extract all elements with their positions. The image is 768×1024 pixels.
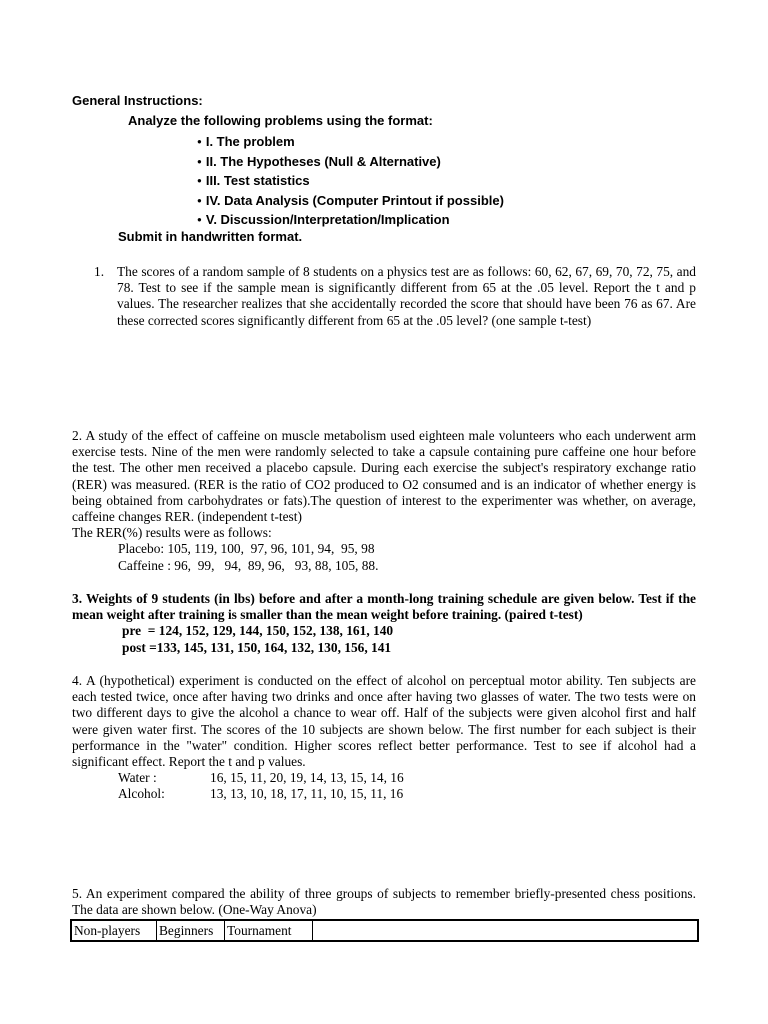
- alcohol-values: 13, 13, 10, 18, 17, 11, 10, 15, 11, 16: [210, 786, 404, 802]
- post-weights: post =133, 145, 131, 150, 164, 132, 130, 156, 141: [122, 639, 392, 655]
- table-header-row: [71, 920, 698, 941]
- pre-weights: pre = 124, 152, 129, 144, 150, 152, 138, 161, 140: [122, 623, 394, 639]
- problem-3: [72, 591, 696, 656]
- format-item: ● III. Test statistics: [197, 171, 504, 191]
- problem-1: [72, 264, 696, 329]
- problem-5-text: 5. An experiment compared the ability of three groups of subjects to remember briefly-presented chess positions. The data are shown below. (One-Way Anova): [72, 886, 696, 918]
- placebo-values: Placebo: 105, 119, 100, 97, 96, 101, 94, 95, 98: [118, 541, 375, 557]
- table-header-cell: [313, 920, 699, 941]
- water-row: [72, 770, 696, 786]
- problem-5: [72, 886, 696, 918]
- format-list: [197, 132, 504, 230]
- chess-data-table: [70, 919, 699, 942]
- water-values: 16, 15, 11, 20, 19, 14, 13, 15, 14, 16: [210, 770, 404, 786]
- water-label: Water :: [118, 770, 157, 786]
- general-instructions-heading: General Instructions:: [72, 93, 203, 108]
- table-header-cell: Tournament: [225, 920, 313, 941]
- problem-1-number: 1.: [94, 264, 105, 279]
- problem-2-text: 2. A study of the effect of caffeine on muscle metabolism used eighteen male volunteers who each underwent arm exercise tests. Nine of the men were randomly selected to take a capsule containing pure caffeine one hour before the test. The other men received a placebo capsule. During each exercise the subject's respiratory exchange ratio (RER) was measured. (RER is the ratio of CO2 produced to O2 consumed and is an indicator of whether energy is being obtained from carbohydrates or fats).The question of interest to the experimenter was whether, on average, caffeine changes RER. (independent t-test): [72, 428, 696, 525]
- format-item: ● I. The problem: [197, 132, 504, 152]
- alcohol-label: Alcohol:: [118, 786, 165, 802]
- problem-2-results-intro: The RER(%) results were as follows:: [72, 525, 272, 541]
- problem-4-text: 4. A (hypothetical) experiment is conducted on the effect of alcohol on perceptual motor ability. Ten subjects are each tested twice, once after having two drinks and once after having two glasses of water. The two tests were on two different days to give the alcohol a chance to wear off. Half of the subjects were given alcohol first and half were given water first. The scores of the 10 subjects are shown below. The first number for each subject is their performance in the "water" condition. Higher scores reflect better performance. Test to see if alcohol had a significant effect. Report the t and p values.: [72, 673, 696, 770]
- format-item: ● IV. Data Analysis (Computer Printout if possible): [197, 191, 504, 211]
- format-item: ● II. The Hypotheses (Null & Alternative): [197, 152, 504, 172]
- format-item: ● V. Discussion/Interpretation/Implication: [197, 210, 504, 230]
- table-header-cell: Beginners: [157, 920, 225, 941]
- submit-instruction: Submit in handwritten format.: [118, 229, 303, 244]
- analyze-instruction: Analyze the following problems using the format:: [128, 113, 433, 128]
- problem-4: [72, 673, 696, 803]
- problem-3-text: 3. Weights of 9 students (in lbs) before and after a month-long training schedule are given below. Test if the mean weight after training is smaller than the mean weight before training. (paired t-test): [72, 591, 696, 623]
- problem-2: [72, 428, 696, 574]
- problem-1-text: The scores of a random sample of 8 students on a physics test are as follows: 60, 62, 67, 69, 70, 72, 75, and 78. Test to see if the sample mean is significantly different from 65 at the .05 level. Report the t and p values. The researcher realizes that she accidentally recorded the score that should have been 76 as 67. Are these corrected scores significantly different from 65 at the .05 level? (one sample t-test): [117, 264, 696, 328]
- table-header-cell: Non-players: [71, 920, 157, 941]
- alcohol-row: [72, 786, 696, 802]
- caffeine-values: Caffeine : 96, 99, 94, 89, 96, 93, 88, 105, 88.: [118, 557, 379, 573]
